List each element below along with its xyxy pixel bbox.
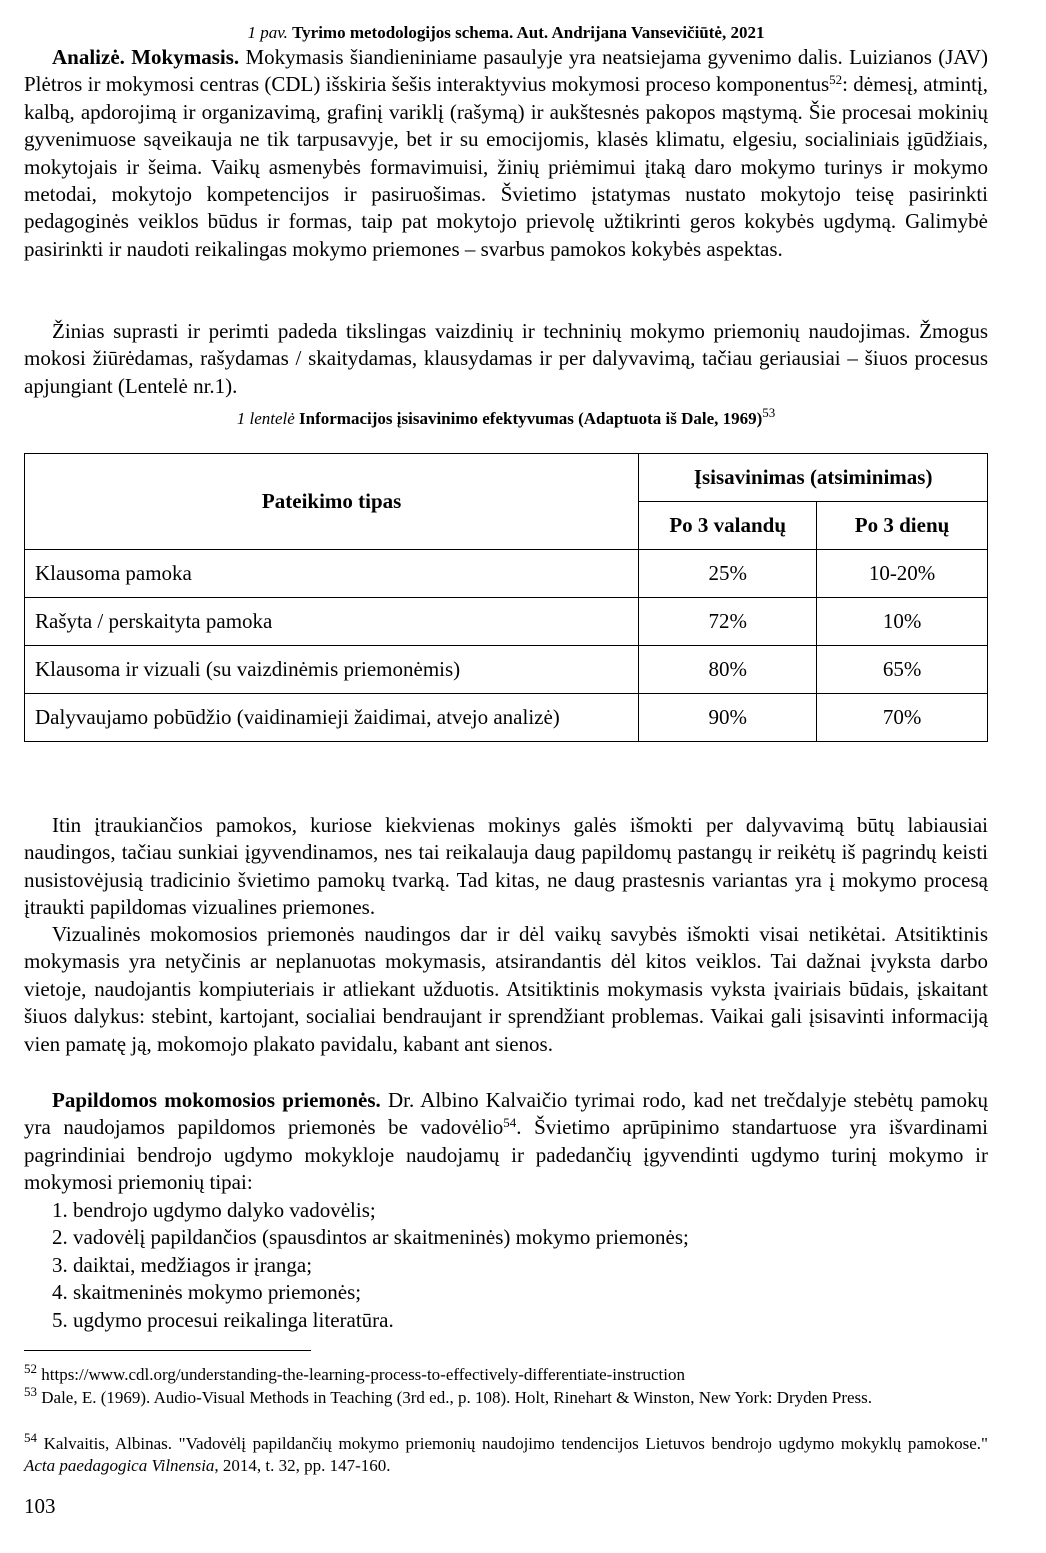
- footnote-52: [24, 1361, 988, 1386]
- page-number: 103: [24, 1494, 56, 1518]
- paragraph-analysis: [24, 44, 988, 263]
- footnote-journal: Acta paedagogica Vilnensia: [24, 1456, 215, 1475]
- footnote-text: Dale, E. (1969). Audio-Visual Methods in Teaching (3rd ed., p. 108). Holt, Rinehart & Winston, New York: Dryden Press.: [37, 1388, 873, 1407]
- footnote-ref-54[interactable]: 54: [503, 1115, 517, 1131]
- tool-types-list: [52, 1197, 988, 1334]
- list-item: 4. skaitmeninės mokymo priemonės;: [52, 1280, 362, 1305]
- figure-label: 1 pav.: [247, 23, 288, 42]
- paragraph-visual-aids: Žinias suprasti ir perimti padeda tikslingas vaizdinių ir techninių mokymo priemonių naudojimas. Žmogus mokosi žiūrėdamas, rašydamas / skaitydamas, klausydamas ir per dalyvavimą, tačiau geriausiai – šiuos procesus apjungiant (Lentelė nr.1).: [24, 319, 988, 398]
- table-header-row: [25, 454, 988, 502]
- cell-3-days: 70%: [817, 694, 988, 742]
- cell-3-hours: 25%: [639, 550, 817, 598]
- paragraph-text: . Švietimo aprūpinimo standartuose yra išvardinami pagrindiniai bendrojo ugdymo mokykloje naudojamų ir padedančių įgyvendinti ugdymo turinį mokymo ir mokymosi priemonių tipai:: [24, 1115, 988, 1195]
- section-heading-analysis: Analizė. Mokymasis.: [52, 45, 240, 69]
- footnote-ref-53[interactable]: 53: [762, 405, 776, 420]
- header-after-3-days: Po 3 dienų: [817, 502, 988, 550]
- list-item: 1. bendrojo ugdymo dalyko vadovėlis;: [52, 1198, 376, 1222]
- list-item: 3. daiktai, medžiagos ir įranga;: [52, 1252, 313, 1277]
- header-presentation-type: Pateikimo tipas: [25, 454, 639, 550]
- footnote-54: [24, 1430, 988, 1477]
- table-row: [25, 694, 988, 742]
- paragraph-supplementary-tools: [24, 1087, 988, 1197]
- footnote-link[interactable]: https://www.cdl.org/understanding-the-learning-process-to-effectively-differentiate-instruction: [37, 1365, 686, 1384]
- cell-3-hours: 72%: [639, 598, 817, 646]
- cell-type: Dalyvaujamo pobūdžio (vaidinamieji žaidimai, atvejo analizė): [25, 694, 639, 742]
- footnote-text: , 2014, t. 32, pp. 147-160.: [214, 1456, 391, 1475]
- header-after-3-hours: Po 3 valandų: [639, 502, 817, 550]
- paragraph-text: : dėmesį, atmintį, kalbą, apdorojimą ir organizavimą, grafinį variklį (rašymą) ir aukštesnės pakopos mąstymą. Šie procesai mokinių gyvenimuose sąveikauja ne tik tarpusavyje, bet ir su emocijomis, klasės klimatu, elgesiu, socialiniais įgūdžiais, mokytojais ir šeima. Vaikų asmenybės formavimuisi, žinių priėmimui įtaką daro mokymo turinys ir mokymo metodai, mokytojo kompetencijos ir pasiruošimas. Švietimo įstatymas nustato mokytojo teisę pasirinkti pedagoginės veiklos būdus ir formas, taip pat mokytojo prievolę užtikrinti geros kokybės ugdymą. Galimybė pasirinkti ir naudoti reikalingas mokymo priemones – svarbus pamokos kokybės aspektas.: [24, 72, 988, 261]
- footnote-divider: [24, 1350, 311, 1351]
- cell-type: Klausoma ir vizuali (su vaizdinėmis priemonėmis): [25, 646, 639, 694]
- table-caption: [24, 405, 988, 430]
- figure-caption: [24, 22, 988, 44]
- table-row: [25, 598, 988, 646]
- cell-3-hours: 80%: [639, 646, 817, 694]
- cell-3-hours: 90%: [639, 694, 817, 742]
- cell-3-days: 10%: [817, 598, 988, 646]
- table-label: 1 lentelė: [236, 409, 295, 428]
- cell-3-days: 10-20%: [817, 550, 988, 598]
- table-row: [25, 550, 988, 598]
- footnote-number: 54: [24, 1430, 37, 1445]
- footnote-number: 53: [24, 1384, 37, 1399]
- paragraph-text: Dr. Albino Kalvaičio tyrimai rodo, kad net trečdalyje stebėtų pamokų yra naudojamos papildomos priemonės be vadovėlio: [24, 1088, 988, 1140]
- table-title: Informacijos įsisavinimo efektyvumas (Adaptuota iš Dale, 1969): [299, 409, 763, 428]
- paragraph-engaging-lessons: Itin įtraukiančios pamokos, kuriose kiekvienas mokinys galės išmokti per dalyvavimą būtų labiausiai naudingos, tačiau sunkiai įgyvendinamos, nes tai reikalauja daug papildomų pastangų ir reikėtų iš pagrindų keisti nusistovėjusią tradicinio švietimo pamokų tvarką. Tad kitas, ne daug prastesnis variantas yra į mokymo procesą įtraukti papildomas vizualines priemones.: [24, 813, 988, 920]
- footnote-ref-52[interactable]: 52: [829, 72, 843, 88]
- cell-type: Rašyta / perskaityta pamoka: [25, 598, 639, 646]
- cell-type: Klausoma pamoka: [25, 550, 639, 598]
- retention-table: [24, 453, 988, 742]
- footnote-number: 52: [24, 1361, 37, 1376]
- list-item: 2. vadovėlį papildančios (spausdintos ar skaitmeninės) mokymo priemonės;: [52, 1225, 689, 1250]
- cell-3-days: 65%: [817, 646, 988, 694]
- section-heading-supplementary: Papildomos mokomosios priemonės.: [52, 1088, 381, 1112]
- header-retention: Įsisavinimas (atsiminimas): [639, 454, 988, 502]
- list-item: 5. ugdymo procesui reikalinga literatūra.: [52, 1307, 394, 1332]
- figure-title: Tyrimo metodologijos schema. Aut. Andrijana Vansevičiūtė, 2021: [292, 23, 765, 42]
- table-row: [25, 646, 988, 694]
- paragraph-incidental-learning: Vizualinės mokomosios priemonės naudingos dar ir dėl vaikų savybės išmokti visai netikėtai. Atsitiktinis mokymasis yra netyčinis ar neplanuotas mokymasis, atsirandantis dėl kitos veiklos. Tai dažnai įvyksta darbo vietoje, naudojantis kompiuteriais ir atliekant užduotis. Atsitiktinis mokymasis vyksta įvairiais būdais, įskaitant šiuos dalykus: stebint, kartojant, socialiai bendraujant ir sprendžiant problemas. Vaikai gali įsisavinti informaciją vien pamatę ją, mokomojo plakato pavidalu, kabant ant sienos.: [24, 922, 988, 1056]
- footnote-text: Kalvaitis, Albinas. "Vadovėlį papildančių mokymo priemonių naudojimo tendencijos Lietuvos bendrojo ugdymo mokyklų pamokose.": [37, 1434, 988, 1453]
- footnote-53: [24, 1384, 988, 1409]
- paragraph-text: Mokymasis šiandieniniame pasaulyje yra neatsiejama gyvenimo dalis. Luizianos (JAV) Plėtros ir mokymosi centras (CDL) išskiria šešis interaktyvius mokymosi proceso komponentus: [24, 45, 989, 97]
